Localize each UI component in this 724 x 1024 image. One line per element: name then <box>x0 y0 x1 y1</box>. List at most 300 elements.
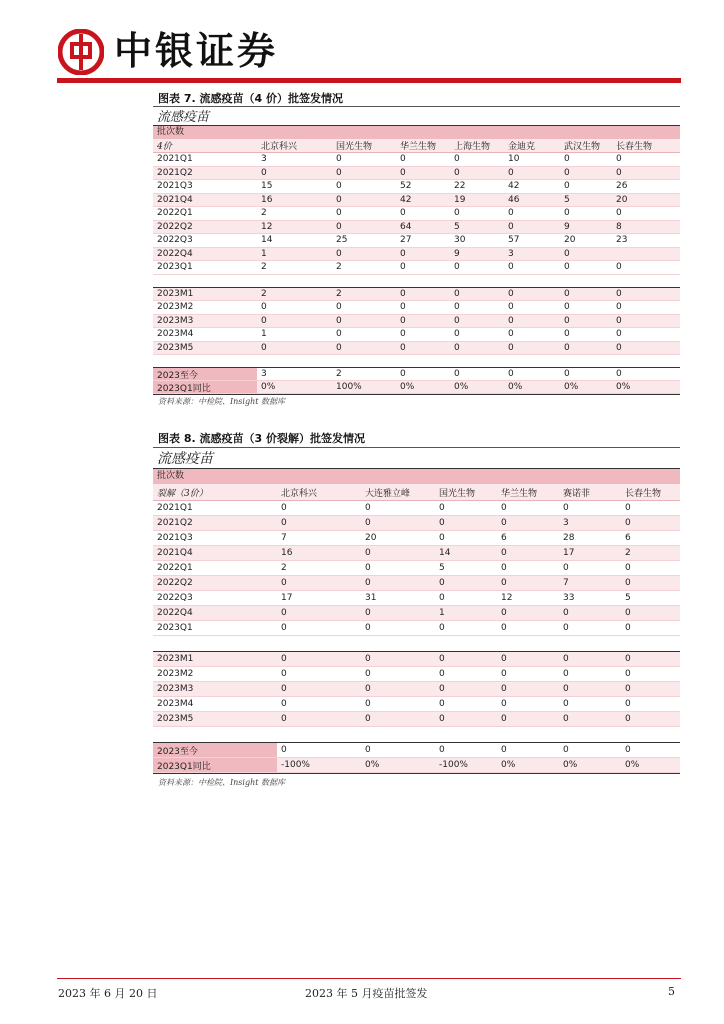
table-row <box>153 561 680 576</box>
row-label-cell: 2023M1 <box>157 288 194 299</box>
value-cell: 长春生物 <box>616 142 653 152</box>
value-cell: 2 <box>336 288 342 299</box>
value-cell: 0 <box>616 329 622 340</box>
value-cell: 武汉生物 <box>564 142 601 152</box>
value-cell: 0 <box>625 684 631 694</box>
value-cell: 0 <box>501 548 507 558</box>
value-cell: 0 <box>454 288 460 299</box>
row-label-cell: 2023Q1 <box>157 262 193 273</box>
row-label-cell: 2021Q2 <box>157 167 193 178</box>
value-cell: 0 <box>564 369 570 379</box>
value-cell: 19 <box>454 194 466 205</box>
table-section-title: 流感疫苗 <box>153 450 680 469</box>
value-cell: 0 <box>281 699 287 709</box>
footer-report-title: 2023 年 5 月疫苗批签发 <box>305 987 428 1000</box>
value-cell: 0 <box>501 518 507 528</box>
value-cell: 0 <box>564 315 570 326</box>
value-cell: 17 <box>563 548 575 558</box>
value-cell: -100% <box>281 760 310 770</box>
value-cell: 金迪克 <box>508 142 536 152</box>
value-cell: 0 <box>281 578 287 588</box>
value-cell: 0 <box>365 623 371 633</box>
value-cell: 5 <box>439 563 445 573</box>
value-cell: 8 <box>616 221 622 232</box>
table-section-title: 流感疫苗 <box>153 109 680 126</box>
value-cell: 0 <box>261 167 267 178</box>
table-spacer-row <box>153 636 680 652</box>
value-cell: 20 <box>365 533 377 543</box>
value-cell: 0 <box>336 248 342 259</box>
value-cell: 0 <box>365 684 371 694</box>
value-cell: 0 <box>616 342 622 353</box>
value-cell: 0 <box>501 714 507 724</box>
value-cell: 0 <box>501 623 507 633</box>
value-cell: 0 <box>336 221 342 232</box>
row-label-cell: 2022Q2 <box>157 221 193 232</box>
value-cell: 0 <box>564 208 570 219</box>
value-cell: 0 <box>365 745 371 755</box>
value-cell: 33 <box>563 593 575 603</box>
value-cell: 0 <box>336 342 342 353</box>
value-cell: 1 <box>261 329 267 340</box>
value-cell: 0 <box>439 714 445 724</box>
value-cell: 31 <box>365 593 377 603</box>
value-cell: 0 <box>439 578 445 588</box>
row-label-cell: 2023M1 <box>157 654 194 664</box>
table-row <box>153 621 680 636</box>
value-cell: 23 <box>616 235 628 246</box>
value-cell: 0 <box>365 699 371 709</box>
value-cell: 30 <box>454 235 466 246</box>
value-cell: 0 <box>439 518 445 528</box>
row-label-cell: 2023M5 <box>157 714 194 724</box>
figure8-title: 图表 8. 流感疫苗（3 价裂解）批签发情况 <box>158 432 365 445</box>
value-cell: 0% <box>564 382 579 392</box>
value-cell: 57 <box>508 235 520 246</box>
value-cell: 赛诺菲 <box>563 488 591 499</box>
company-logo-icon <box>58 29 104 75</box>
table-row-monthly <box>153 697 680 712</box>
row-label-cell: 2022Q4 <box>157 248 193 259</box>
value-cell: 0 <box>563 714 569 724</box>
value-cell: 0 <box>281 745 287 755</box>
value-cell: 0 <box>501 578 507 588</box>
value-cell: 0 <box>336 315 342 326</box>
value-cell: 2 <box>336 369 342 379</box>
value-cell: 大连雅立峰 <box>365 488 411 499</box>
value-cell: 2 <box>261 288 267 299</box>
value-cell: 0 <box>439 654 445 664</box>
value-cell: 0 <box>454 208 460 219</box>
value-cell: 7 <box>563 578 569 588</box>
value-cell: 0 <box>563 563 569 573</box>
value-cell: 0% <box>261 382 276 392</box>
value-cell: 0 <box>616 262 622 273</box>
value-cell: 0 <box>508 369 514 379</box>
row-label-cell: 4价 <box>157 142 172 152</box>
value-cell: 长春生物 <box>625 488 662 499</box>
value-cell: 0 <box>336 181 342 192</box>
value-cell: 0 <box>281 623 287 633</box>
value-cell: 0 <box>616 302 622 313</box>
value-cell: 0% <box>625 760 640 770</box>
value-cell: 0 <box>261 302 267 313</box>
figure7-title-rule <box>153 106 680 107</box>
value-cell: 0 <box>365 669 371 679</box>
value-cell: 0 <box>281 503 287 513</box>
footer-page-number: 5 <box>668 985 675 998</box>
value-cell: 0 <box>454 342 460 353</box>
table-row <box>153 576 680 591</box>
value-cell: 1 <box>439 608 445 618</box>
value-cell: 0 <box>454 369 460 379</box>
value-cell: 0 <box>400 369 406 379</box>
value-cell: 华兰生物 <box>501 488 538 499</box>
value-cell: 0 <box>564 262 570 273</box>
value-cell: 9 <box>564 221 570 232</box>
table-row <box>153 591 680 606</box>
table-row <box>153 531 680 546</box>
value-cell: 0 <box>439 684 445 694</box>
table-spacer-row <box>153 727 680 743</box>
value-cell: 12 <box>501 593 513 603</box>
value-cell: 华兰生物 <box>400 142 437 152</box>
value-cell: 0 <box>625 518 631 528</box>
table-row <box>153 194 680 208</box>
value-cell: 0 <box>625 608 631 618</box>
table-row-monthly <box>153 667 680 682</box>
row-label-cell: 2022Q4 <box>157 608 193 618</box>
table-row <box>153 516 680 531</box>
value-cell: 0 <box>508 342 514 353</box>
footer-rule <box>57 978 681 979</box>
row-label-cell: 2021Q1 <box>157 503 193 513</box>
value-cell: 6 <box>501 533 507 543</box>
table-row <box>153 153 680 167</box>
table-row-monthly <box>153 342 680 356</box>
value-cell: 0 <box>508 262 514 273</box>
table-header-row <box>153 139 680 153</box>
value-cell: 0 <box>400 342 406 353</box>
value-cell: 0 <box>616 208 622 219</box>
value-cell: 0 <box>563 654 569 664</box>
value-cell: 7 <box>281 533 287 543</box>
value-cell: 2 <box>261 262 267 273</box>
row-label-cell: 裂解（3价） <box>157 488 208 499</box>
value-cell: 0 <box>616 154 622 165</box>
value-cell: 0 <box>625 669 631 679</box>
value-cell: 0 <box>501 745 507 755</box>
value-cell: 0 <box>439 593 445 603</box>
value-cell: 0 <box>625 503 631 513</box>
value-cell: 北京科兴 <box>281 488 318 499</box>
value-cell: 1 <box>261 248 267 259</box>
value-cell: 20 <box>564 235 576 246</box>
value-cell: 北京科兴 <box>261 142 298 152</box>
table-row <box>153 501 680 516</box>
value-cell: 0 <box>508 288 514 299</box>
value-cell: 17 <box>281 593 293 603</box>
value-cell: 0 <box>625 623 631 633</box>
table-summary-row <box>153 381 680 394</box>
value-cell: 0 <box>501 684 507 694</box>
value-cell: 20 <box>616 194 628 205</box>
value-cell: 0 <box>564 288 570 299</box>
value-cell: 0 <box>508 221 514 232</box>
value-cell: 0 <box>400 167 406 178</box>
row-label-cell: 2022Q2 <box>157 578 193 588</box>
value-cell: 0 <box>454 315 460 326</box>
value-cell: 上海生物 <box>454 142 491 152</box>
value-cell: 0 <box>439 623 445 633</box>
value-cell: 0 <box>336 154 342 165</box>
table-row-monthly <box>153 288 680 302</box>
value-cell: 15 <box>261 181 273 192</box>
value-cell: 0 <box>625 578 631 588</box>
value-cell: 0 <box>563 623 569 633</box>
value-cell: 0 <box>336 208 342 219</box>
value-cell: 0 <box>336 167 342 178</box>
value-cell: 2 <box>281 563 287 573</box>
value-cell <box>612 248 680 261</box>
row-label-cell: 2023M3 <box>157 684 194 694</box>
value-cell: 0 <box>365 608 371 618</box>
value-cell: 2 <box>625 548 631 558</box>
table-spacer-row <box>153 275 680 288</box>
table-summary-row <box>153 743 680 758</box>
value-cell: 42 <box>400 194 412 205</box>
value-cell: 0 <box>400 288 406 299</box>
row-label-cell: 2023M4 <box>157 329 194 340</box>
row-label-cell: 2021Q2 <box>157 518 193 528</box>
value-cell: 0 <box>563 608 569 618</box>
value-cell: 9 <box>454 248 460 259</box>
value-cell: 0 <box>501 654 507 664</box>
row-label-cell: 2021Q3 <box>157 533 193 543</box>
table-row-monthly <box>153 682 680 697</box>
row-label-cell: 2023至今 <box>153 368 257 380</box>
value-cell: 0 <box>281 608 287 618</box>
value-cell: 0 <box>439 699 445 709</box>
row-label-cell: 2021Q4 <box>157 548 193 558</box>
row-label-cell: 2022Q3 <box>157 593 193 603</box>
row-label-cell: 2021Q1 <box>157 154 193 165</box>
value-cell: 0 <box>454 167 460 178</box>
table-spacer-row <box>153 355 680 368</box>
table-row-monthly <box>153 315 680 329</box>
value-cell: 2 <box>336 262 342 273</box>
value-cell: 42 <box>508 181 520 192</box>
value-cell: 25 <box>336 235 348 246</box>
value-cell: 100% <box>336 382 362 392</box>
value-cell: 0% <box>563 760 578 770</box>
value-cell: 0 <box>365 578 371 588</box>
value-cell: 0 <box>454 262 460 273</box>
table-row <box>153 261 680 275</box>
value-cell: 0 <box>563 669 569 679</box>
table-metric-band: 批次数 <box>153 126 680 139</box>
value-cell: 0 <box>281 669 287 679</box>
value-cell: 0 <box>365 654 371 664</box>
table-row <box>153 180 680 194</box>
value-cell: 3 <box>261 369 267 379</box>
table-row <box>153 546 680 561</box>
value-cell: 0 <box>336 194 342 205</box>
company-name: 中银证券 <box>114 28 279 73</box>
figure8-source: 资料来源：中检院、Insight 数据库 <box>158 778 286 787</box>
value-cell: 3 <box>508 248 514 259</box>
value-cell: 0 <box>625 745 631 755</box>
table-row <box>153 248 680 262</box>
value-cell: 0 <box>501 699 507 709</box>
value-cell: 0 <box>439 503 445 513</box>
row-label-cell: 2023M2 <box>157 669 194 679</box>
value-cell: 0 <box>365 518 371 528</box>
value-cell: 16 <box>281 548 293 558</box>
value-cell: 3 <box>261 154 267 165</box>
value-cell: 5 <box>625 593 631 603</box>
value-cell: 0 <box>400 154 406 165</box>
value-cell: 0 <box>261 315 267 326</box>
figure7-title: 图表 7. 流感疫苗（4 价）批签发情况 <box>158 92 343 105</box>
value-cell: 0 <box>501 669 507 679</box>
value-cell: 0 <box>365 563 371 573</box>
table-row-monthly <box>153 712 680 727</box>
value-cell: 10 <box>508 154 520 165</box>
row-label-cell: 2022Q1 <box>157 563 193 573</box>
value-cell: 26 <box>616 181 628 192</box>
value-cell: 0 <box>616 369 622 379</box>
row-label-cell: 2023Q1 <box>157 623 193 633</box>
value-cell: 0 <box>400 208 406 219</box>
table-row-monthly <box>153 301 680 315</box>
table-row-monthly <box>153 328 680 342</box>
value-cell: 14 <box>439 548 451 558</box>
table-summary-row <box>153 758 680 773</box>
figure7-source: 资料来源：中检院、Insight 数据库 <box>158 397 286 406</box>
value-cell: 2 <box>261 208 267 219</box>
row-label-cell: 2023M2 <box>157 302 194 313</box>
value-cell: 0% <box>508 382 523 392</box>
value-cell: 12 <box>261 221 273 232</box>
value-cell: 0 <box>508 208 514 219</box>
value-cell: 0 <box>365 503 371 513</box>
row-label-cell: 2023Q1同比 <box>153 381 257 393</box>
value-cell: 0 <box>616 167 622 178</box>
value-cell: 0 <box>563 503 569 513</box>
row-label-cell: 2023M3 <box>157 315 194 326</box>
value-cell: 0 <box>501 608 507 618</box>
value-cell: 0 <box>400 329 406 340</box>
value-cell: 0 <box>564 342 570 353</box>
table-bottom-rule <box>153 394 680 395</box>
value-cell: 0 <box>365 714 371 724</box>
value-cell: 0 <box>563 684 569 694</box>
value-cell: 0 <box>563 699 569 709</box>
table-summary-row <box>153 368 680 381</box>
value-cell: 0 <box>616 315 622 326</box>
row-label-cell: 2021Q4 <box>157 194 193 205</box>
value-cell: 0 <box>281 684 287 694</box>
value-cell: 0 <box>281 654 287 664</box>
value-cell: 0% <box>501 760 516 770</box>
value-cell: 6 <box>625 533 631 543</box>
value-cell: 国光生物 <box>439 488 476 499</box>
value-cell: 0 <box>625 699 631 709</box>
value-cell: 3 <box>563 518 569 528</box>
value-cell: 0 <box>454 302 460 313</box>
value-cell: 0 <box>564 167 570 178</box>
value-cell: 0 <box>508 302 514 313</box>
value-cell: 0 <box>365 548 371 558</box>
value-cell: 0 <box>281 714 287 724</box>
row-label-cell: 2023M4 <box>157 699 194 709</box>
value-cell: 0 <box>400 248 406 259</box>
value-cell: 22 <box>454 181 466 192</box>
value-cell: 0 <box>508 167 514 178</box>
value-cell: 0 <box>564 329 570 340</box>
table-row <box>153 606 680 621</box>
value-cell: 0 <box>625 714 631 724</box>
value-cell: 0 <box>564 154 570 165</box>
value-cell: 27 <box>400 235 412 246</box>
value-cell: 国光生物 <box>336 142 373 152</box>
value-cell: 5 <box>564 194 570 205</box>
header-rule <box>57 78 681 83</box>
row-label-cell: 2021Q3 <box>157 181 193 192</box>
value-cell: 0 <box>336 329 342 340</box>
table-row-monthly <box>153 652 680 667</box>
value-cell: 0% <box>454 382 469 392</box>
table-header-row <box>153 484 680 501</box>
value-cell: 0 <box>564 181 570 192</box>
value-cell: 0 <box>625 563 631 573</box>
value-cell: 0 <box>261 342 267 353</box>
value-cell: 0 <box>400 302 406 313</box>
row-label-cell: 2023M5 <box>157 342 194 353</box>
figure8-table <box>153 450 680 774</box>
value-cell: 5 <box>454 221 460 232</box>
value-cell: 52 <box>400 181 412 192</box>
value-cell: 14 <box>261 235 273 246</box>
value-cell: 16 <box>261 194 273 205</box>
figure7-table <box>153 109 680 395</box>
value-cell: 64 <box>400 221 412 232</box>
table-metric-band: 批次数 <box>153 469 680 484</box>
value-cell: 0 <box>501 503 507 513</box>
value-cell: 0 <box>616 288 622 299</box>
table-row <box>153 221 680 235</box>
value-cell: 0% <box>616 382 631 392</box>
table-row <box>153 167 680 181</box>
table-bottom-rule <box>153 773 680 774</box>
row-label-cell: 2023Q1同比 <box>153 758 277 772</box>
footer-date: 2023 年 6 月 20 日 <box>58 987 158 1000</box>
row-label-cell: 2023至今 <box>153 743 277 757</box>
value-cell: 0 <box>508 315 514 326</box>
value-cell: 0 <box>439 533 445 543</box>
value-cell: 0 <box>508 329 514 340</box>
value-cell: 0% <box>400 382 415 392</box>
table-row <box>153 207 680 221</box>
table-row <box>153 234 680 248</box>
value-cell: 0 <box>281 518 287 528</box>
value-cell: 0 <box>501 563 507 573</box>
value-cell: 46 <box>508 194 520 205</box>
row-label-cell: 2022Q3 <box>157 235 193 246</box>
figure8-title-rule <box>153 447 680 448</box>
value-cell: 0 <box>439 745 445 755</box>
